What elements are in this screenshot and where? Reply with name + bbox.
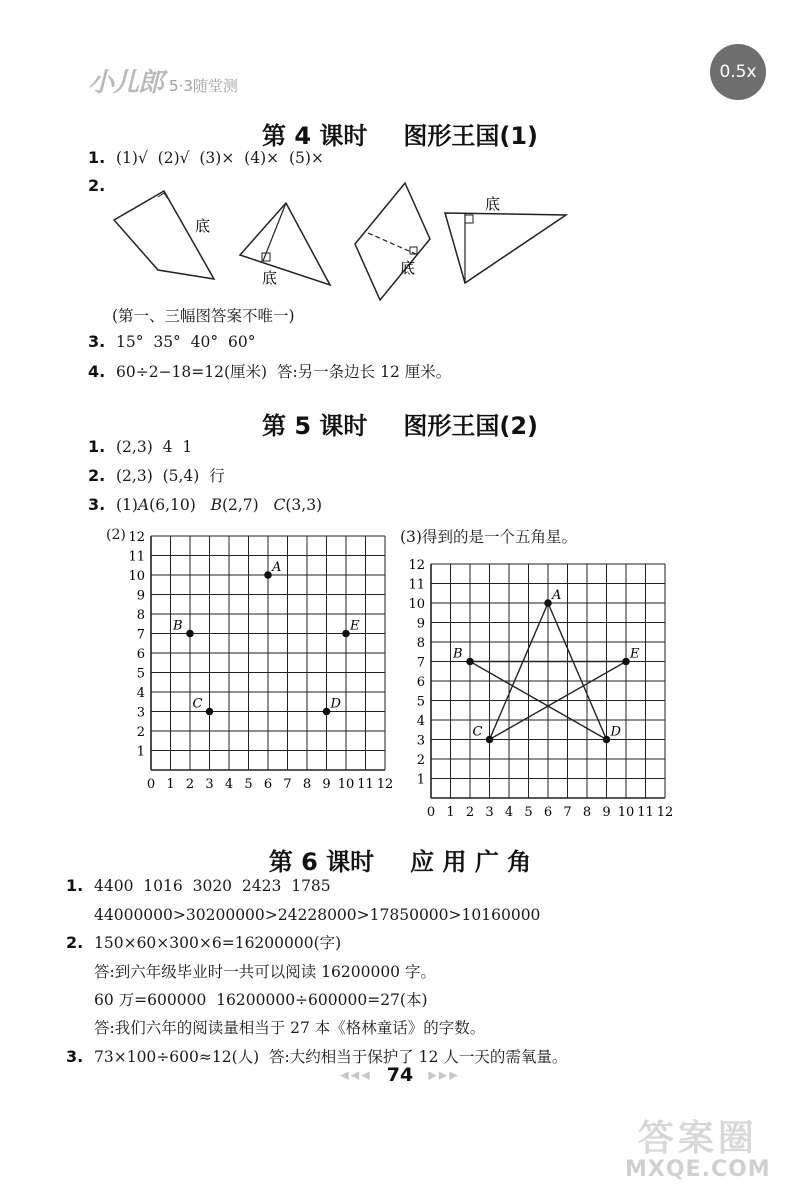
grid2-point-D	[603, 736, 611, 744]
grid1-x-tick: 4	[224, 777, 234, 792]
next-arrows-icon: ▶▶▶	[428, 1068, 460, 1082]
s6-q1-number: 1.	[66, 876, 84, 895]
grid1-x-tick: 0	[146, 777, 156, 792]
grid1-point-E	[342, 630, 350, 638]
zoom-button[interactable]: 0.5x	[710, 44, 766, 100]
grid1-y-tick: 10	[128, 569, 145, 584]
grid2-y-tick: 8	[416, 636, 425, 651]
s6-q1-line2: 44000000>30200000>24228000>17850000>10160000	[94, 906, 541, 924]
grid2-x-tick: 11	[637, 805, 654, 820]
s4-q3-answer: 15° 35° 40° 60°	[116, 333, 256, 351]
grid2-x-tick: 6	[543, 805, 553, 820]
grid1-x-tick: 10	[337, 777, 355, 792]
grid1-gridlines	[151, 536, 385, 770]
grid1-x-tick: 9	[322, 777, 331, 792]
s6-q3-number: 3.	[66, 1047, 84, 1066]
grid2-y-tick: 12	[408, 558, 425, 573]
grid2-label-B: B	[453, 646, 463, 662]
grid2-x-tick: 7	[563, 805, 572, 820]
figure-1-quadrilateral	[114, 191, 214, 279]
grid2-x-tick: 5	[524, 805, 533, 820]
s5-q2-number: 2.	[88, 466, 106, 485]
s5-q1-number: 1.	[88, 437, 106, 456]
grid1-label-B: B	[173, 618, 183, 634]
grid2-point-C	[486, 736, 494, 744]
figure-4-label: 底	[485, 195, 501, 213]
grid1-x-tick: 7	[283, 777, 292, 792]
grid1-point-A	[264, 571, 272, 579]
grid2-x-tick: 9	[602, 805, 611, 820]
grid2-x-tick: 3	[485, 805, 494, 820]
grid1-label-C: C	[192, 696, 203, 712]
s6-q2-number: 2.	[66, 933, 84, 952]
figure-3-parallelogram	[355, 183, 430, 300]
grid-1-label: (2)	[106, 527, 126, 543]
s5-q1-answer: (2,3) 4 1	[116, 438, 193, 456]
s4-q1-answer: (1)√ (2)√ (3)× (4)× (5)×	[116, 149, 324, 167]
grid2-point-B	[466, 658, 474, 666]
grid2-label-E: E	[630, 646, 640, 662]
grid1-y-tick: 6	[136, 647, 145, 662]
grid-1-points	[125, 524, 405, 799]
page-footer	[0, 1064, 800, 1086]
grid1-x-tick: 6	[263, 777, 273, 792]
grid2-x-tick: 10	[617, 805, 635, 820]
grid2-x-tick: 1	[446, 805, 455, 820]
grid2-y-tick: 9	[416, 616, 425, 632]
s6-q3-answer: 73×100÷600≈12(人) 答:大约相当于保护了 12 人一天的需氧量。	[94, 1048, 568, 1066]
s4-q2-number: 2.	[88, 176, 106, 195]
grid2-label-D: D	[610, 724, 621, 740]
s6-q1-line1: 4400 1016 3020 2423 1785	[94, 877, 331, 895]
section-5-title: 第 5 课时 图形王国(2)	[261, 412, 539, 440]
watermark-site: MXQE.COM	[625, 1157, 771, 1182]
grid2-x-tick: 2	[465, 805, 475, 820]
figure-4-triangle	[445, 195, 566, 283]
grid2-x-tick: 0	[426, 805, 436, 820]
s6-q2-line4: 答:我们六年的阅读量相当于 27 本《格林童话》的字数。	[94, 1019, 486, 1037]
grid1-y-tick: 9	[136, 588, 145, 604]
figure-1-label: 底	[195, 217, 211, 235]
s6-q2-line1: 150×60×300×6=16200000(字)	[94, 934, 342, 952]
grid1-label-D: D	[330, 696, 341, 712]
grid1-y-tick: 4	[136, 686, 145, 701]
grid2-x-tick: 8	[582, 805, 592, 820]
grid2-gridlines	[431, 564, 665, 798]
s5-q3-number: 3.	[88, 495, 106, 514]
grid1-y-tick: 8	[136, 608, 145, 623]
grid2-y-tick: 2	[416, 753, 425, 768]
s5-q2-answer: (2,3) (5,4) 行	[116, 467, 225, 485]
s6-q2-line2: 答:到六年级毕业时一共可以阅读 16200000 字。	[94, 963, 436, 981]
prev-arrows-icon: ◀◀◀	[340, 1068, 372, 1082]
grid1-x-tick: 3	[205, 777, 214, 792]
grid1-y-tick: 11	[128, 549, 145, 565]
grid1-x-tick: 12	[376, 777, 394, 792]
grid2-x-tick: 4	[504, 805, 514, 820]
watermark	[625, 1110, 771, 1182]
page-number: 74	[386, 1064, 414, 1086]
watermark-text: 答案圈	[637, 1118, 758, 1159]
grid1-y-tick: 1	[136, 744, 145, 760]
brand-subtitle: 5·3随堂测	[169, 77, 238, 95]
s5-q3-coordinates: (1)A(6,10) B(2,7) C(3,3)	[116, 496, 323, 514]
grid1-y-tick: 7	[136, 627, 145, 643]
grid1-x-tick: 11	[357, 777, 374, 792]
s4-q1-number: 1.	[88, 148, 106, 167]
section-6-title: 第 6 课时 应 用 广 角	[268, 848, 532, 876]
grid2-y-tick: 1	[416, 772, 425, 788]
grid1-x-tick: 8	[302, 777, 312, 792]
brand-logo: 小儿郎	[88, 68, 164, 98]
grid1-point-D	[323, 708, 331, 716]
grid2-point-A	[544, 599, 552, 607]
grid1-x-tick: 5	[244, 777, 253, 792]
grid2-y-tick: 3	[416, 733, 425, 749]
s4-note: (第一、三幅图答案不唯一)	[112, 307, 295, 325]
grid2-label-C: C	[472, 724, 483, 740]
grid1-y-tick: 3	[136, 705, 145, 721]
s4-q4-answer: 60÷2−18=12(厘米) 答:另一条边长 12 厘米。	[116, 363, 452, 381]
figure-2-label: 底	[262, 269, 278, 287]
grid-2-caption: (3)得到的是一个五角星。	[400, 528, 577, 546]
grid1-y-tick: 12	[128, 530, 145, 545]
grid1-x-tick: 2	[185, 777, 195, 792]
grid2-y-tick: 7	[416, 655, 425, 671]
grid1-label-A: A	[272, 560, 282, 575]
grid2-y-tick: 5	[416, 694, 425, 710]
grid1-y-tick: 2	[136, 725, 145, 740]
s4-geometry-figures	[100, 175, 580, 310]
grid2-y-tick: 11	[408, 577, 425, 593]
grid2-y-tick: 6	[416, 675, 425, 690]
grid2-y-tick: 10	[408, 597, 425, 612]
s6-q2-line3: 60 万=600000 16200000÷600000=27(本)	[94, 991, 428, 1009]
grid-2-star	[405, 552, 685, 827]
section-4-title: 第 4 课时 图形王国(1)	[261, 122, 539, 150]
grid1-point-C	[206, 708, 214, 716]
grid2-point-E	[622, 658, 630, 666]
s4-q4-number: 4.	[88, 362, 106, 381]
grid1-point-B	[186, 630, 194, 638]
s4-q3-number: 3.	[88, 332, 106, 351]
grid2-label-A: A	[552, 588, 562, 603]
grid1-label-E: E	[350, 618, 360, 634]
grid1-y-tick: 5	[136, 666, 145, 682]
figure-3-label: 底	[400, 259, 416, 277]
figure-2-triangle	[240, 203, 330, 287]
grid2-x-tick: 12	[656, 805, 674, 820]
brand-header	[88, 62, 238, 99]
grid1-x-tick: 1	[166, 777, 175, 792]
grid2-y-tick: 4	[416, 714, 425, 729]
